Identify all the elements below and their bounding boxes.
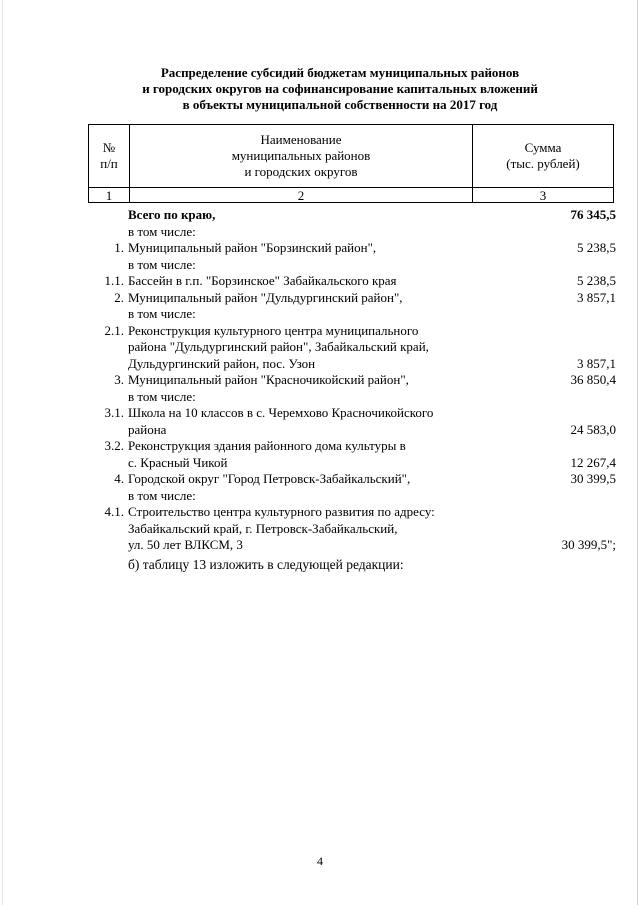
row-name-line: в том числе: <box>128 388 196 404</box>
row-name-line: в том числе: <box>128 306 196 321</box>
table-row <box>86 240 616 257</box>
row-name <box>128 389 478 406</box>
row-name <box>128 257 478 274</box>
table-row <box>86 257 616 274</box>
row-name <box>128 323 478 373</box>
table-row <box>86 273 616 290</box>
document-title <box>60 65 620 113</box>
header-num: № п/п <box>89 125 130 188</box>
row-number: 3.1. <box>104 405 124 420</box>
table-row <box>86 405 616 438</box>
row-name-line: района <box>128 421 167 437</box>
row-sum: 5 238,5 <box>577 240 616 255</box>
row-number: 1.1. <box>104 273 124 288</box>
row-number: 2. <box>114 289 124 305</box>
table-row <box>86 504 616 554</box>
row-sum: 5 238,5 <box>577 273 616 288</box>
row-name-line: Всего по краю, <box>128 207 216 222</box>
table-header <box>88 124 614 203</box>
row-name-line: Муниципальный район "Дульдургинский район", <box>128 289 403 305</box>
row-sum: 30 399,5"; <box>561 537 616 552</box>
row-name-line: в том числе: <box>128 487 196 503</box>
row-name <box>128 372 478 389</box>
amendment-text: б) таблицу 13 изложить в следующей редакции: <box>128 557 404 572</box>
table-row <box>86 438 616 471</box>
col-number-1: 1 <box>89 188 130 203</box>
row-name-line: Бассейн в г.п. "Борзинское" Забайкальского края <box>128 273 397 288</box>
row-number: 4.1. <box>104 504 124 519</box>
table-body <box>86 207 616 554</box>
page-number: 4 <box>317 854 323 868</box>
row-number: 2.1. <box>104 322 124 338</box>
row-sum: 30 399,5 <box>570 471 616 486</box>
header-name: Наименование муниципальных районов и городских округов <box>130 125 473 188</box>
row-number: 4. <box>114 471 124 486</box>
row-name <box>128 438 478 471</box>
row-name-line: с. Красный Чикой <box>128 454 228 470</box>
scan-edge-left <box>2 0 3 905</box>
row-name-line: Реконструкция здания районного дома культуры в <box>128 438 406 453</box>
row-name <box>128 405 478 438</box>
table-row <box>86 306 616 323</box>
row-name-line: Забайкальский край, г. Петровск-Забайкальский, <box>128 520 398 536</box>
row-name <box>128 290 478 307</box>
table-row <box>86 372 616 389</box>
title-line-2: и городских округов на софинансирование капитальных вложений <box>142 81 538 96</box>
col-number-3: 3 <box>473 188 614 203</box>
table-row <box>86 323 616 373</box>
table-row <box>86 471 616 488</box>
row-name <box>128 207 478 224</box>
row-name-line: Строительство центра культурного развития по адресу: <box>128 504 435 519</box>
row-name-line: Школа на 10 классов в с. Черемхово Красночикойского <box>128 405 434 420</box>
scan-edge-right <box>637 0 638 905</box>
row-name <box>128 224 478 241</box>
row-number: 3. <box>114 372 124 387</box>
row-sum: 3 857,1 <box>577 289 616 305</box>
row-name-line: в том числе: <box>128 256 196 272</box>
table-row <box>86 488 616 505</box>
row-name <box>128 240 478 257</box>
row-sum: 3 857,1 <box>577 355 616 371</box>
row-name-line: в том числе: <box>128 223 196 239</box>
row-number: 3.2. <box>104 438 124 453</box>
header-sum: Сумма (тыс. рублей) <box>473 125 614 188</box>
row-name <box>128 273 478 290</box>
row-name <box>128 471 478 488</box>
table-row <box>86 290 616 307</box>
title-line-3: в объекты муниципальной собственности на 2017 год <box>182 97 498 112</box>
row-name-line: Реконструкция культурного центра муниципального <box>128 322 419 338</box>
row-name-line: Муниципальный район "Красночикойский район", <box>128 372 409 387</box>
row-name <box>128 488 478 505</box>
row-number: 1. <box>114 240 124 255</box>
row-name-line: Городской округ "Город Петровск-Забайкальский", <box>128 471 411 486</box>
row-sum: 76 345,5 <box>570 207 616 222</box>
row-name-line: Дульдургинский район, пос. Узон <box>128 355 316 371</box>
row-sum: 36 850,4 <box>570 372 616 387</box>
row-sum: 24 583,0 <box>570 421 616 437</box>
table-row <box>86 224 616 241</box>
table-row <box>86 389 616 406</box>
row-name-line: Муниципальный район "Борзинский район", <box>128 240 377 255</box>
row-sum: 12 267,4 <box>570 454 616 470</box>
row-name-line: ул. 50 лет ВЛКСМ, 3 <box>128 537 243 552</box>
row-name-line: района "Дульдургинский район", Забайкальский край, <box>128 339 429 354</box>
col-number-2: 2 <box>130 188 473 203</box>
title-line-1: Распределение субсидий бюджетам муниципальных районов <box>160 65 520 80</box>
row-name <box>128 306 478 323</box>
table-row <box>86 207 616 224</box>
row-name <box>128 504 478 554</box>
